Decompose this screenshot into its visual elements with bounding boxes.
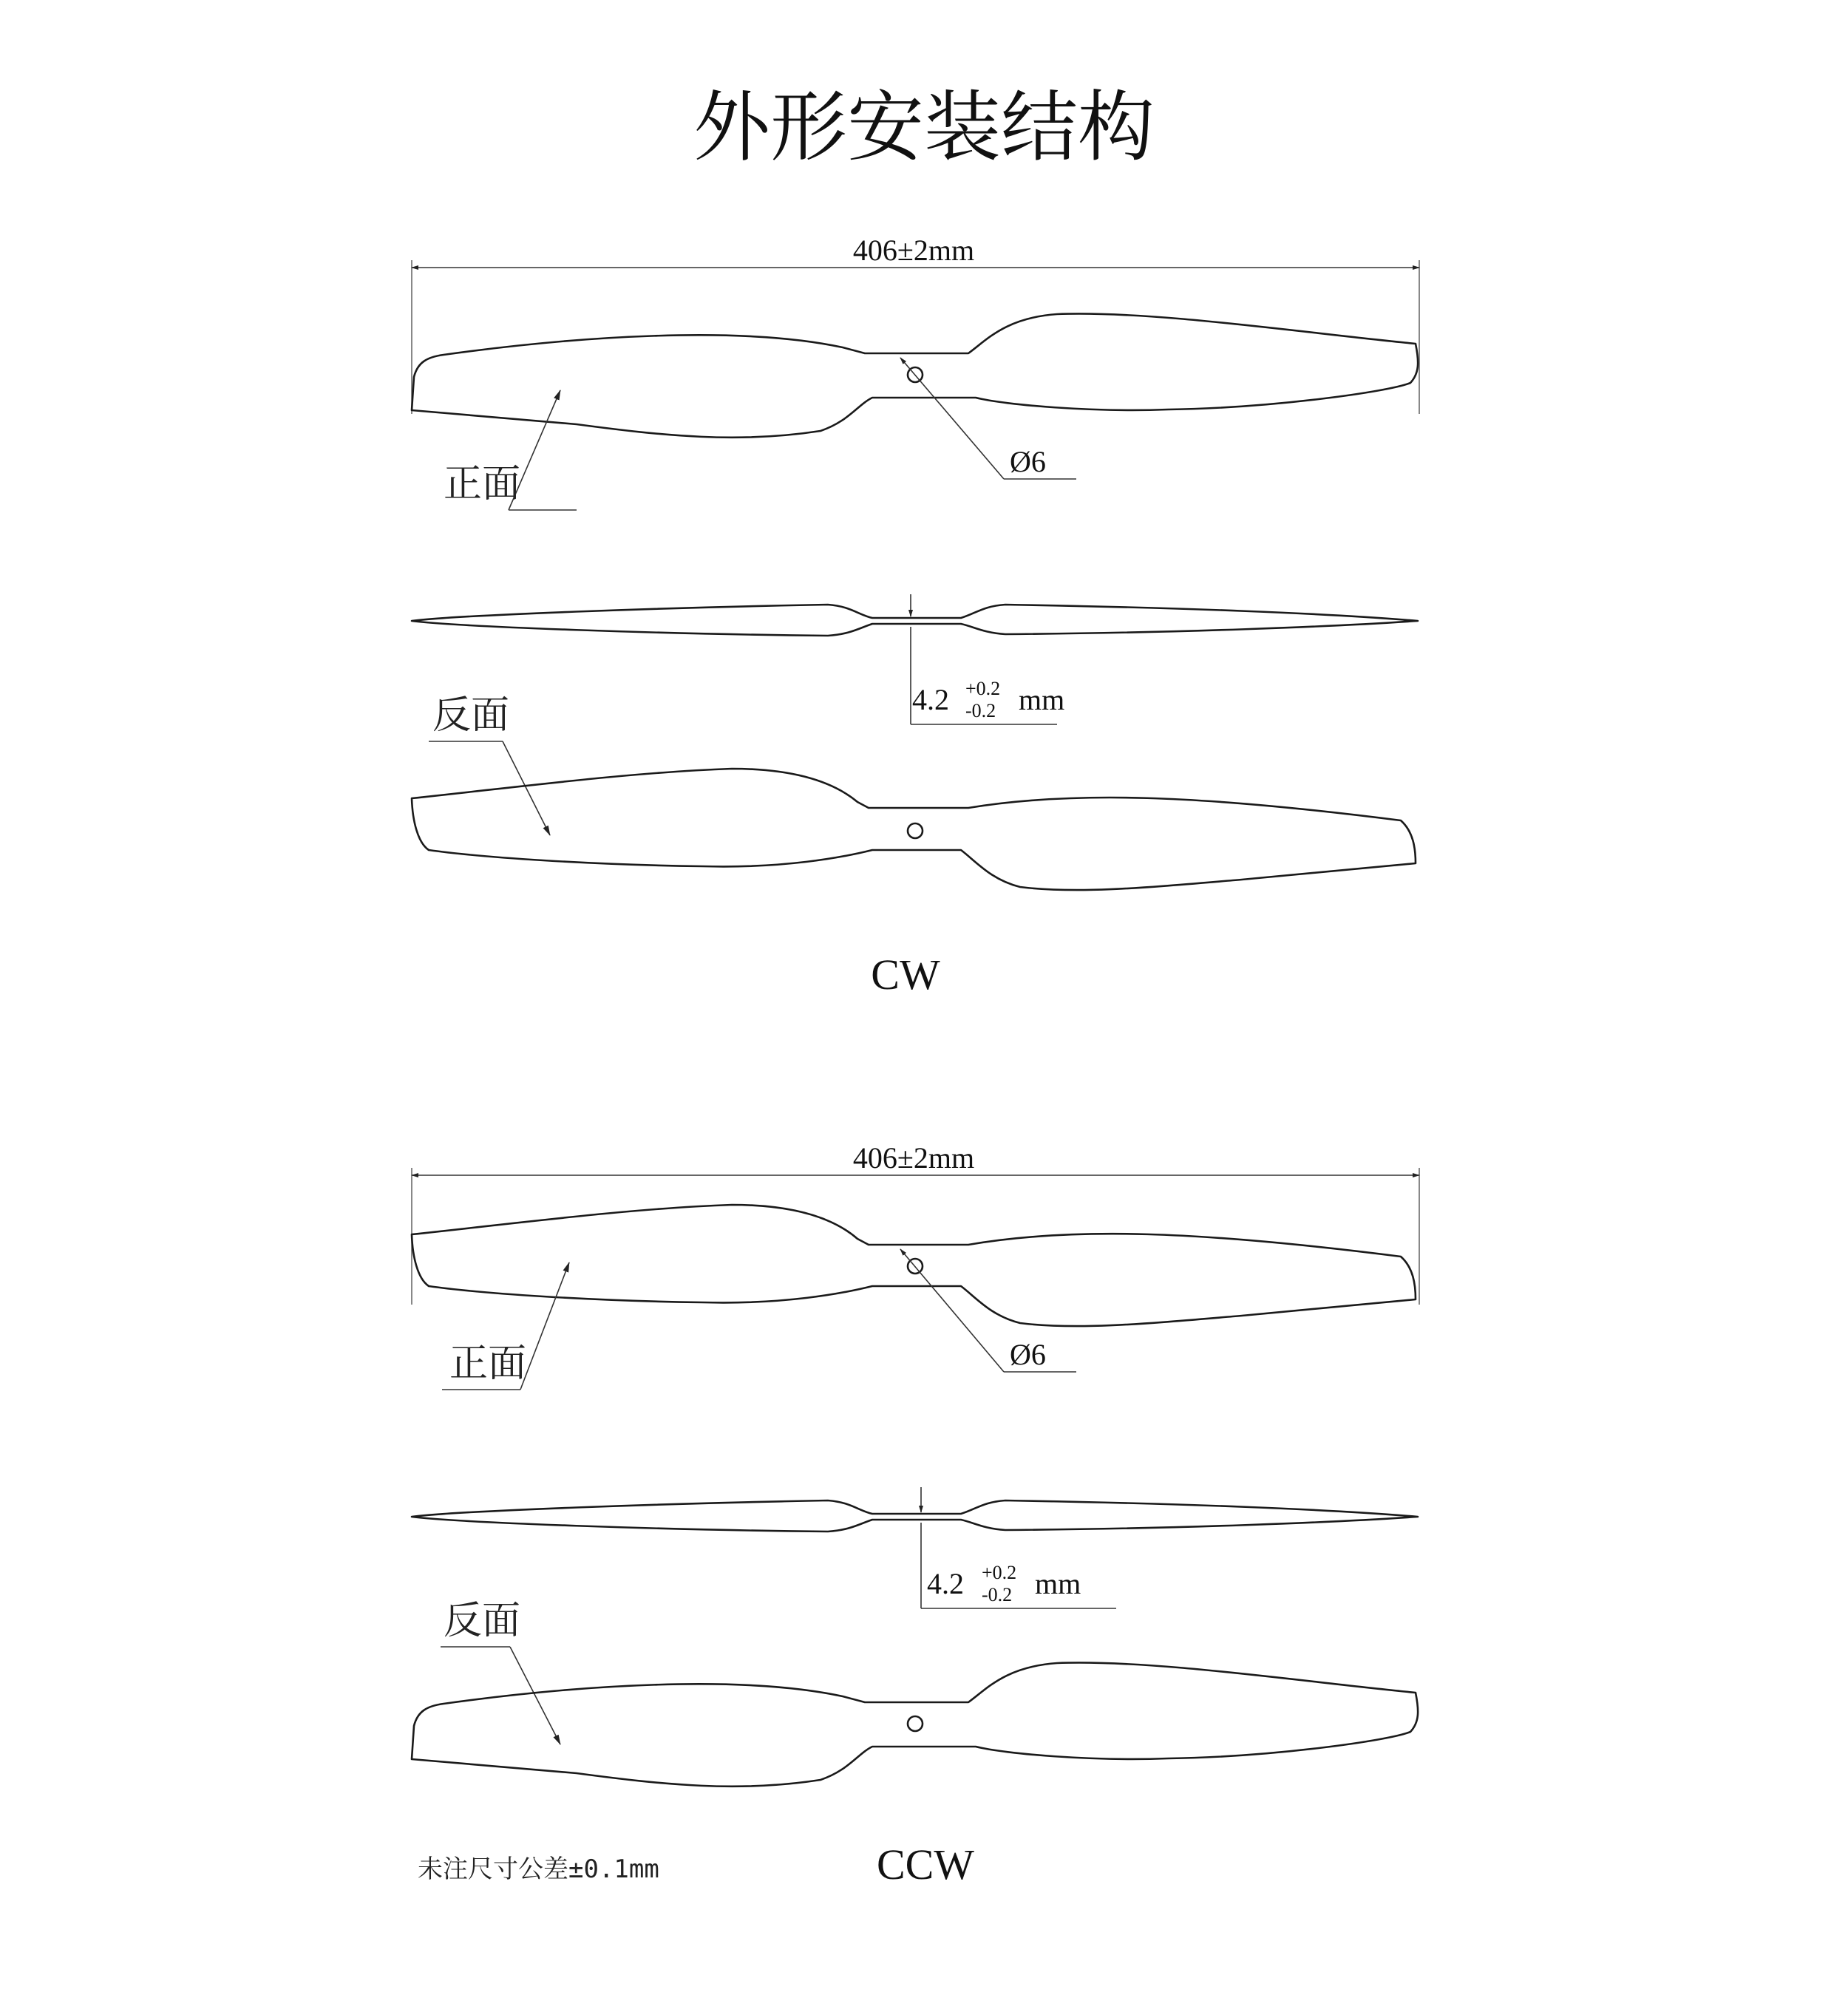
thickness-dimension [911,594,1064,724]
length-dimension-label: 406±2mm [852,1141,975,1175]
rotation-label: CCW [876,1840,975,1889]
hole-dimension [900,1249,1076,1372]
section-cw [412,234,1419,999]
thickness-unit: mm [1035,1567,1081,1600]
tolerance-note: 未注尺寸公差±0.1mm [418,1855,659,1884]
hub-hole-back [908,823,923,838]
thickness-unit: mm [1019,683,1065,716]
hole-dimension-label: Ø6 [1010,1338,1046,1371]
front-label: 正面 [444,462,521,506]
thickness-upper-tol: +0.2 [982,1562,1017,1583]
propeller-back-outline [412,769,1416,890]
back-label-leader [441,1599,560,1744]
front-label: 正面 [449,1342,527,1386]
thickness-value: 4.2 [927,1567,964,1600]
back-label: 反面 [432,693,510,738]
propeller-side-outline [412,1500,1418,1532]
length-dimension [412,234,1419,414]
front-label-leader [444,390,577,510]
hole-dimension [900,358,1076,479]
hole-dimension-label: Ø6 [1010,445,1046,478]
thickness-value: 4.2 [912,683,949,716]
thickness-lower-tol: -0.2 [982,1584,1013,1605]
back-label: 反面 [444,1599,521,1643]
front-label-leader [442,1262,569,1390]
thickness-lower-tol: -0.2 [965,700,996,721]
back-label-leader [429,693,550,835]
rotation-label: CW [871,951,940,999]
thickness-dimension [921,1487,1116,1608]
propeller-side-outline [412,605,1418,636]
length-dimension-label: 406±2mm [852,234,975,267]
drawing-title: 外形安装结构 [693,82,1155,172]
propeller-back-outline [412,1662,1418,1786]
hub-hole-back [908,1716,923,1731]
section-ccw [412,1141,1419,1889]
thickness-upper-tol: +0.2 [965,678,1001,699]
